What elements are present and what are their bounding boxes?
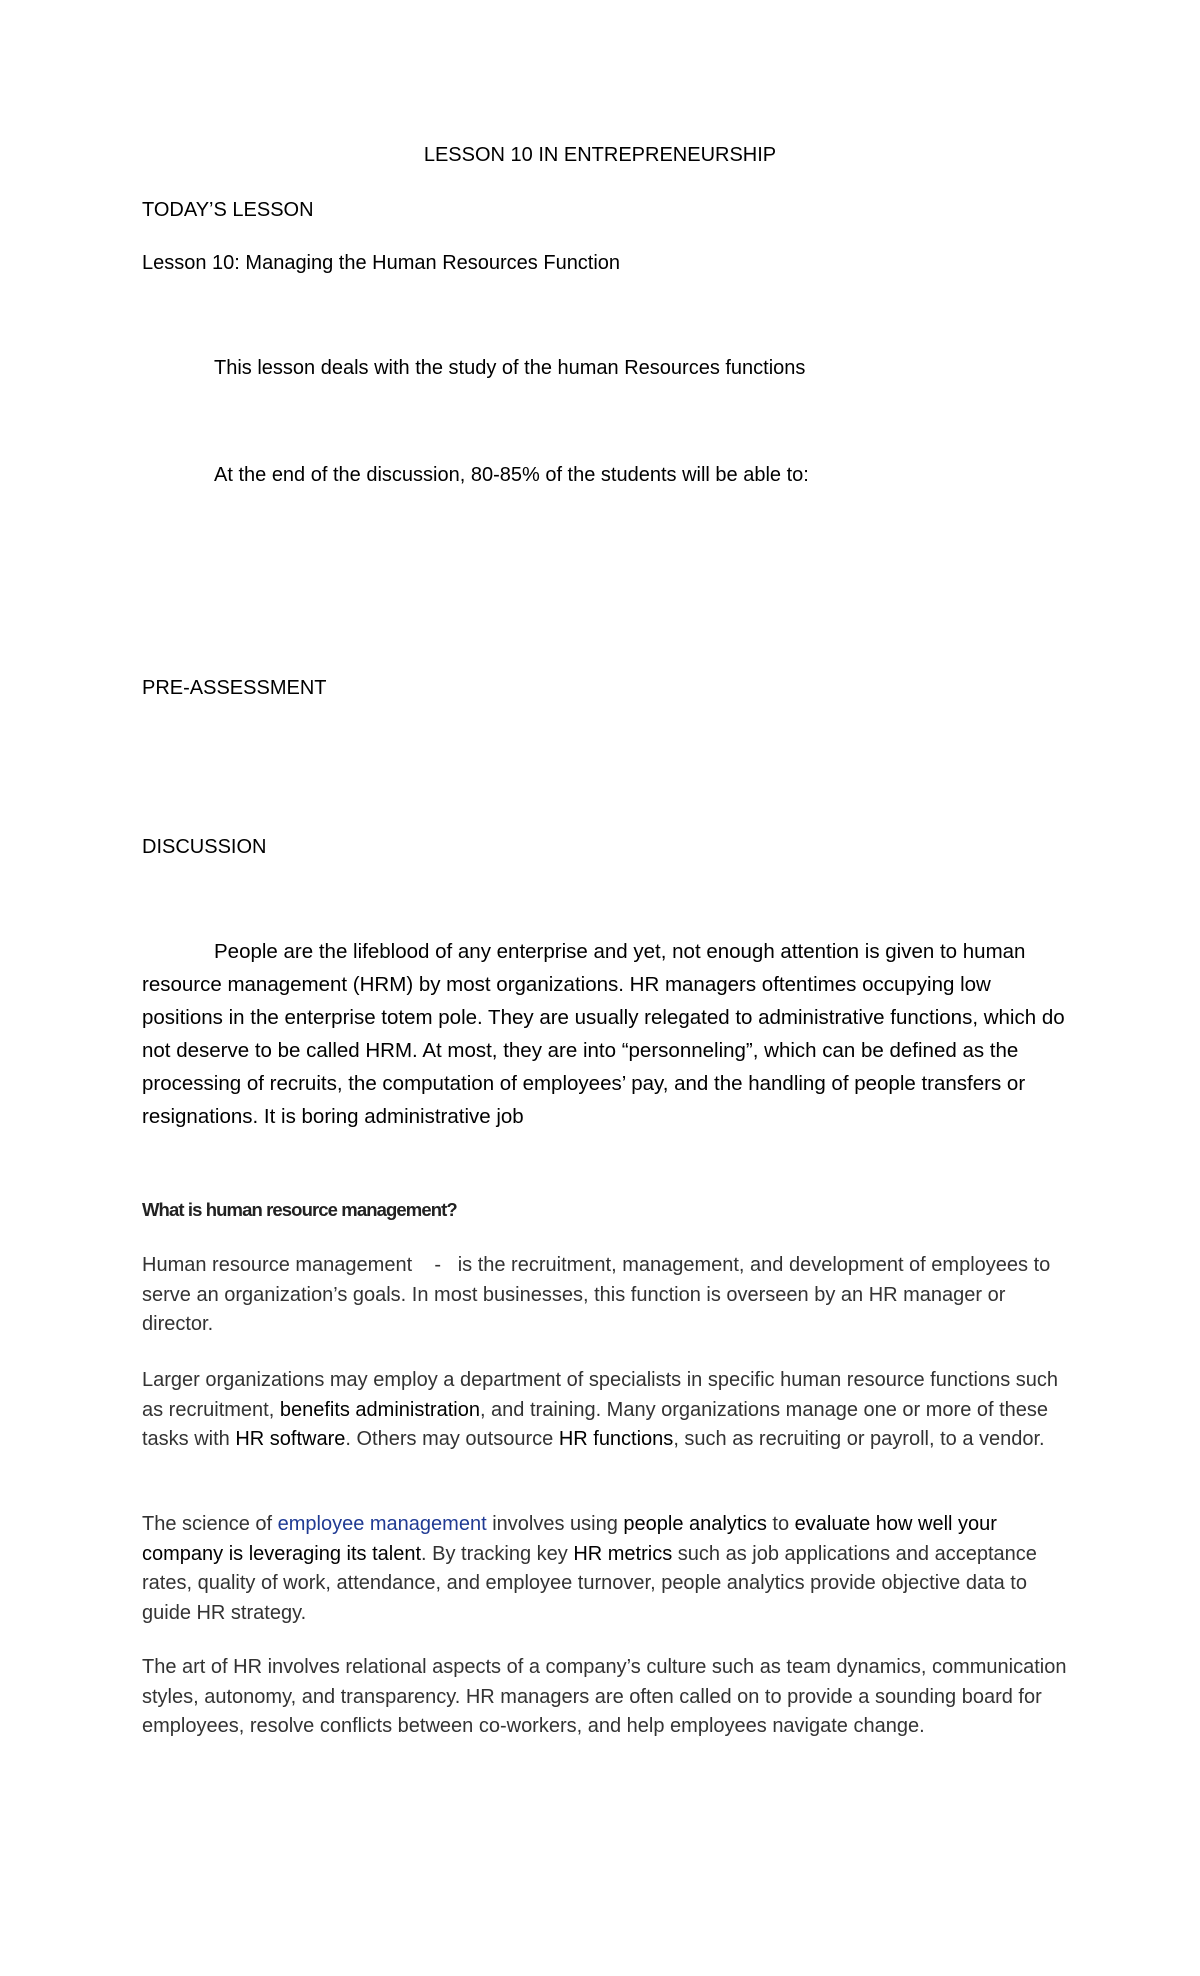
text-run: . By tracking key [421, 1542, 574, 1565]
document-title: LESSON 10 IN ENTREPRENEURSHIP [423, 144, 777, 166]
larger-orgs-paragraph [142, 1366, 1068, 1455]
benefits-administration-text: benefits administration [279, 1398, 480, 1421]
todays-lesson-label: TODAY’S LESSON [142, 199, 314, 221]
text-run: involves using [486, 1513, 624, 1535]
discussion-heading: DISCUSSION [142, 836, 267, 858]
hr-software-text: HR software [235, 1428, 346, 1450]
pre-assessment-heading: PRE-ASSESSMENT [142, 677, 327, 699]
hr-metrics-text: HR metrics [573, 1542, 673, 1565]
hrm-definition: Human resource management - is the recruitment, management, and development of employees to serve an organization’s goals. In most businesses, this function is overseen by an HR manager or director. [142, 1254, 1056, 1335]
hr-functions-text: HR functions [558, 1428, 674, 1450]
discussion-paragraph: People are the lifeblood of any enterprise and yet, not enough attention is given to human resource management (HRM) by most organizations. HR managers oftentimes occupying low positions in the enterprise totem pole. They are usually relegated to administrative functions, which do not deserve to be called HRM. At most, they are into “personneling”, which can be defined as the processing of recruits, the computation of employees’ pay, and the handling of people transfers or resignations. It is boring administrative job [142, 940, 1065, 1128]
text-run: . Others may outsource [345, 1428, 559, 1450]
text-run: The science of [142, 1513, 278, 1535]
lesson-name: Lesson 10: Managing the Human Resources Function [142, 252, 621, 274]
lesson-intro: This lesson deals with the study of the human Resources functions [214, 357, 806, 379]
text-run: Larger organizations may employ a department of specialists in specific human resource functions such as recruitment, [142, 1369, 1059, 1421]
art-of-hr-paragraph: The art of HR involves relational aspects of a company’s culture such as team dynamics, communication styles, autonomy, and transparency. HR managers are often called on to provide a sounding board for employees, resolve conflicts between co-workers, and help employees navigate change. [142, 1656, 1067, 1737]
employee-management-link[interactable]: employee management [277, 1513, 487, 1535]
text-run: , such as recruiting or payroll, to a vendor. [673, 1428, 1045, 1450]
text-run: such as job applications and acceptance rates, quality of work, attendance, and employee turnover, people analytics provide objective data to guide HR strategy. [142, 1542, 1037, 1624]
science-paragraph [142, 1510, 1068, 1628]
lesson-objective: At the end of the discussion, 80-85% of the students will be able to: [214, 464, 809, 486]
evaluate-talent-text: evaluate how well your company is leveraging its talent [142, 1513, 997, 1565]
text-run: , and training. Many organizations manage one or more of these tasks with [142, 1398, 1049, 1450]
text-run: to [766, 1513, 795, 1535]
people-analytics-text: people analytics [623, 1513, 767, 1535]
question-heading: What is human resource management? [142, 1199, 457, 1220]
